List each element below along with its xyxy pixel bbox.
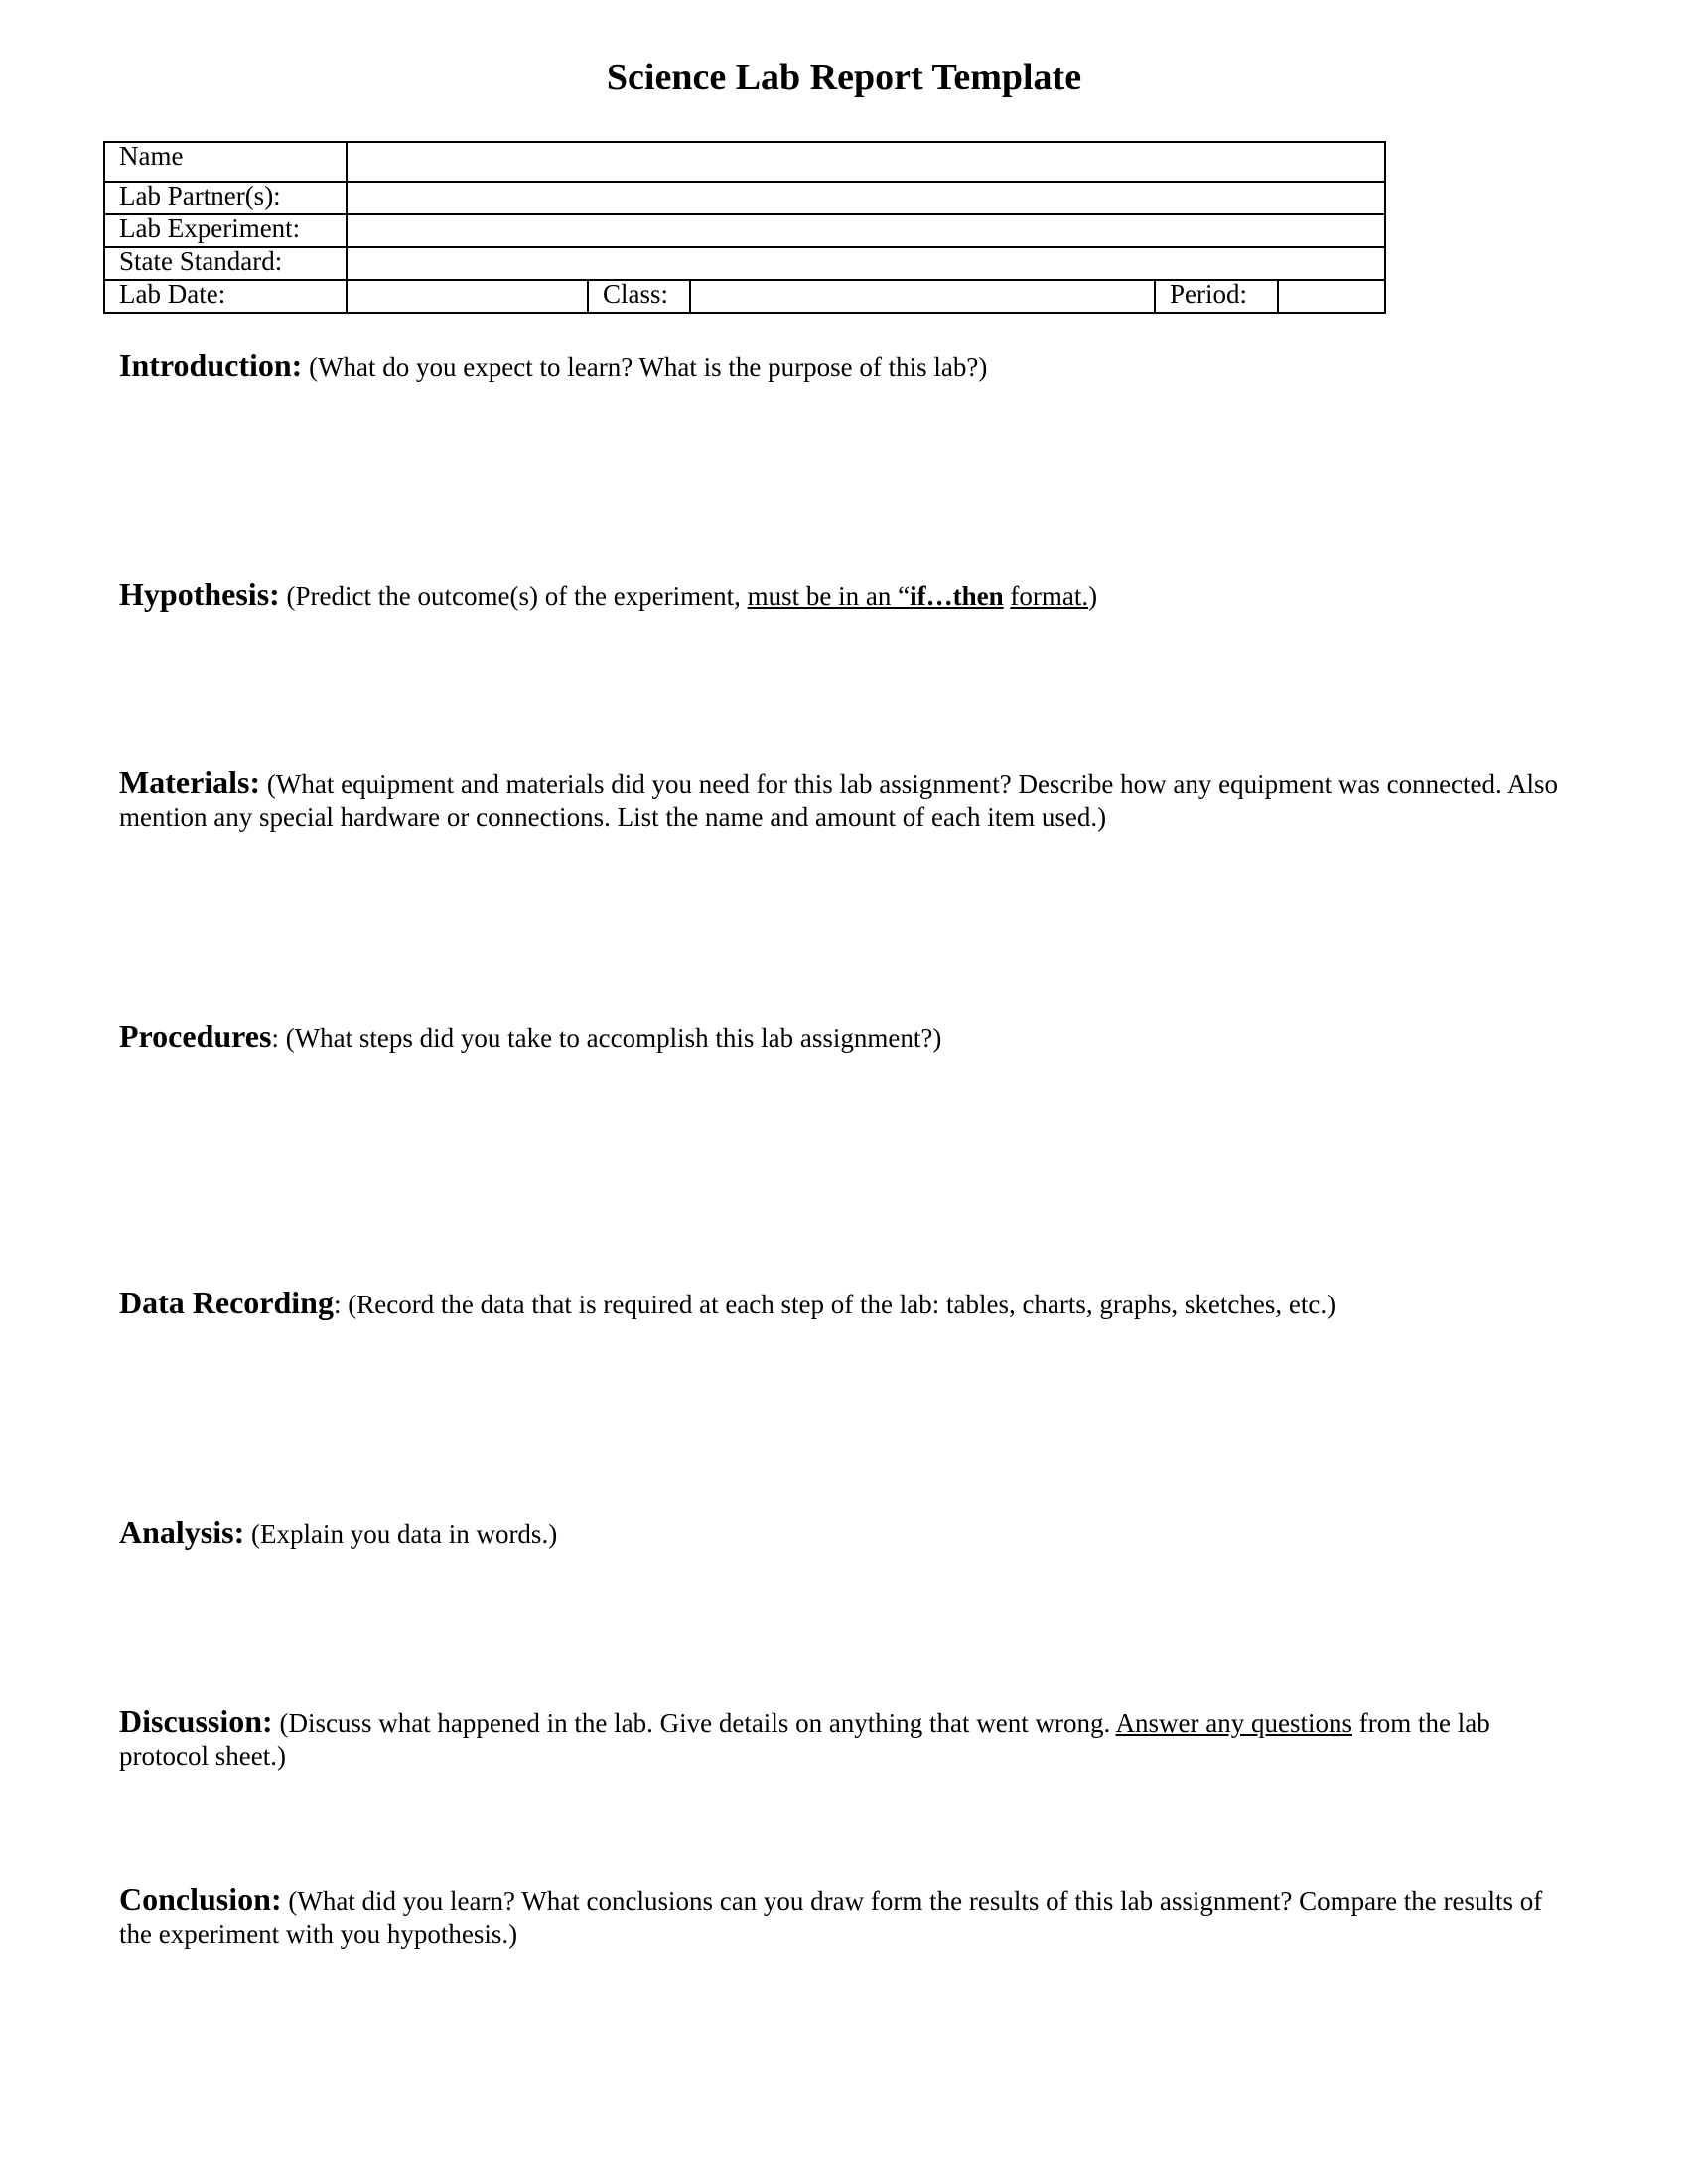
lab-experiment-row: [104, 214, 1385, 247]
analysis-heading: Analysis:: [119, 1514, 245, 1550]
conclusion-heading: Conclusion:: [119, 1881, 282, 1917]
discussion-section: [119, 1706, 1569, 1773]
analysis-instructions: (Explain you data in words.): [251, 1519, 558, 1549]
procedures-instructions: : (What steps did you take to accomplish this lab assignment?): [271, 1024, 942, 1053]
hypothesis-format-note: must be in an “: [747, 581, 911, 611]
class-field[interactable]: [690, 280, 1155, 313]
hypothesis-close: ): [1088, 581, 1098, 611]
discussion-answer-questions: Answer any questions: [1115, 1708, 1352, 1738]
lab-partners-label: Lab Partner(s):: [104, 182, 347, 214]
conclusion-instructions: (What did you learn? What conclusions can you draw form the results of this lab assignment? Compare the results of the experiment with you hypothesis.): [119, 1886, 1543, 1949]
lab-date-label: Lab Date:: [104, 280, 347, 313]
state-standard-row: [104, 247, 1385, 280]
state-standard-label: State Standard:: [104, 247, 347, 280]
date-class-period-row: [104, 280, 1385, 313]
materials-heading: Materials:: [119, 764, 261, 800]
period-label: Period:: [1155, 280, 1278, 313]
introduction-section: [119, 349, 1569, 384]
introduction-heading: Introduction:: [119, 347, 303, 383]
lab-partners-field[interactable]: [347, 182, 1385, 214]
materials-section: [119, 766, 1569, 834]
page-title: Science Lab Report Template: [606, 57, 1082, 98]
discussion-instructions-end: from the lab protocol sheet.): [119, 1708, 1490, 1771]
conclusion-section: [119, 1883, 1569, 1951]
class-label: Class:: [588, 280, 690, 313]
hypothesis-section: [119, 578, 1569, 613]
hypothesis-instructions: (Predict the outcome(s) of the experiment,: [286, 581, 748, 611]
name-label: Name: [104, 142, 347, 182]
introduction-instructions: (What do you expect to learn? What is the purpose of this lab?): [309, 352, 988, 382]
lab-experiment-label: Lab Experiment:: [104, 214, 347, 247]
period-field[interactable]: [1278, 280, 1385, 313]
lab-date-field[interactable]: [347, 280, 588, 313]
hypothesis-if-then: if…then: [910, 581, 1004, 611]
hypothesis-heading: Hypothesis:: [119, 576, 280, 612]
procedures-section: [119, 1021, 1569, 1055]
materials-instructions: (What equipment and materials did you need for this lab assignment? Describe how any equipment was connected. Also mention any special hardware or connections. List the name and amount of each item used.): [119, 769, 1559, 832]
procedures-heading: Procedures: [119, 1019, 272, 1054]
student-info-table: [103, 141, 1386, 314]
discussion-instructions: (Discuss what happened in the lab. Give details on anything that went wrong.: [279, 1708, 1116, 1738]
discussion-heading: Discussion:: [119, 1704, 273, 1739]
state-standard-field[interactable]: [347, 247, 1385, 280]
name-row: [104, 142, 1385, 182]
hypothesis-format-word: format.: [1010, 581, 1089, 611]
data-recording-instructions: : (Record the data that is required at each step of the lab: tables, charts, graphs, sketches, etc.): [333, 1290, 1336, 1319]
lab-partners-row: [104, 182, 1385, 214]
lab-experiment-field[interactable]: [347, 214, 1385, 247]
name-field[interactable]: [347, 142, 1385, 182]
analysis-section: [119, 1516, 1569, 1551]
data-recording-heading: Data Recording: [119, 1285, 334, 1320]
data-recording-section: [119, 1287, 1569, 1321]
